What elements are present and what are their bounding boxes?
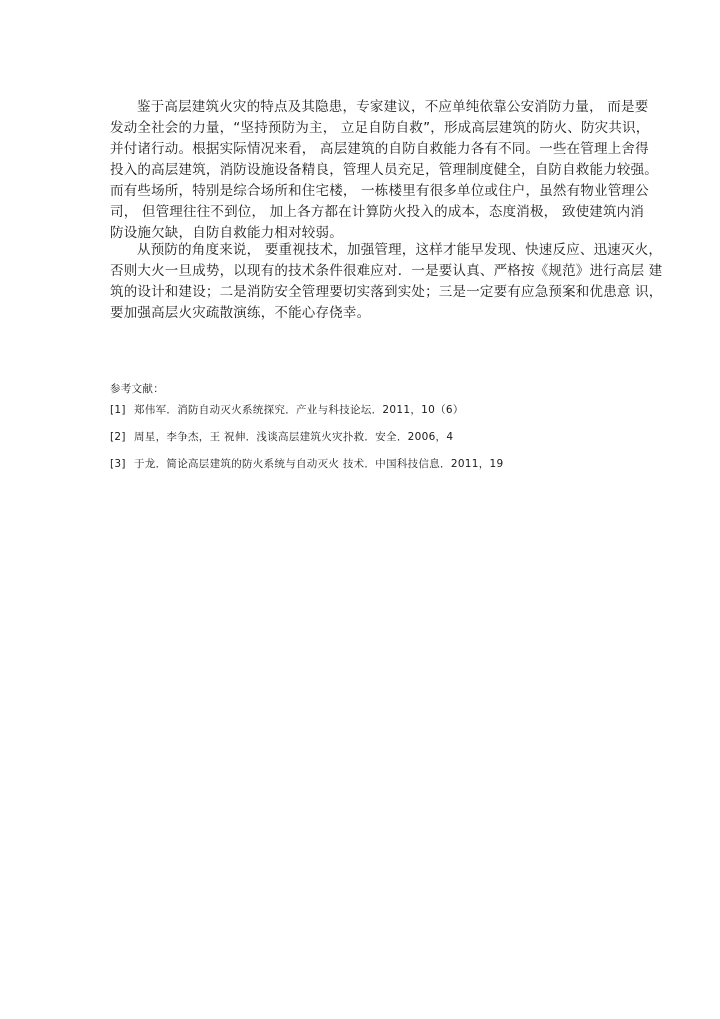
paragraph-line: 要加强高层火灾疏散演练，不能心存侥幸。 [110,305,371,321]
reference-text: 周星，李争杰，王 祝伸．浅谈高层建筑火灾扑救．安全．2006，4 [134,431,454,443]
body-paragraph-1 [110,97,658,244]
reference-number: [1] [110,404,126,416]
paragraph-line: 而有些场所，特别是综合场所和住宅楼， 一栋楼里有很多单位或住户，虽然有物业管理公 [110,183,649,199]
paragraph-line: 否则大火一旦成势，以现有的技术条件很难应对．一是要认真、严格按《规范》进行高层 建 [110,263,663,279]
references-heading: 参考文献： [110,383,164,395]
reference-item [110,457,504,484]
reference-text: 于龙．简论高层建筑的防火系统与自动灭火 技术．中国科技信息．2011，19 [134,458,504,470]
paragraph-line: 司， 但管理往往不到位， 加上各方都在计算防火投入的成本，态度消极， 致使建筑内消 [110,204,645,220]
body-paragraph-2 [110,240,663,324]
paragraph-line: 鉴于高层建筑火灾的特点及其隐患，专家建议，不应单纯依靠公安消防力量， 而是要 [137,99,649,115]
reference-item [110,403,504,430]
paragraph-line: 防设施欠缺，自防自救能力相对较弱。 [110,225,343,241]
paragraph-line: 投入的高层建筑，消防设施设备精良，管理人员充足，管理制度健全，自防自救能力较强。 [110,162,658,178]
paragraph-line: 发动全社会的力量，“坚持预防为主， 立足自防自救”，形成高层建筑的防火、防灾共识， [110,120,650,136]
paragraph-line: 筑的设计和建设；二是消防安全管理要切实落到实处；三是一定要有应急预案和优患意 识， [110,284,663,300]
paragraph-line: 并付诸行动。根据实际情况来看， 高层建筑的自防自救能力各有不同。一些在管理上舍得 [110,141,649,157]
reference-text: 郑伟军．消防自动灭火系统探究．产业与科技论坛．2011，10（6） [134,404,464,416]
references-list [110,403,504,484]
reference-number: [3] [110,458,126,470]
reference-item [110,430,504,457]
paragraph-line: 从预防的角度来说， 要重视技术，加强管理，这样才能早发现、快速反应、迅速灭火， [137,242,663,258]
reference-number: [2] [110,431,126,443]
